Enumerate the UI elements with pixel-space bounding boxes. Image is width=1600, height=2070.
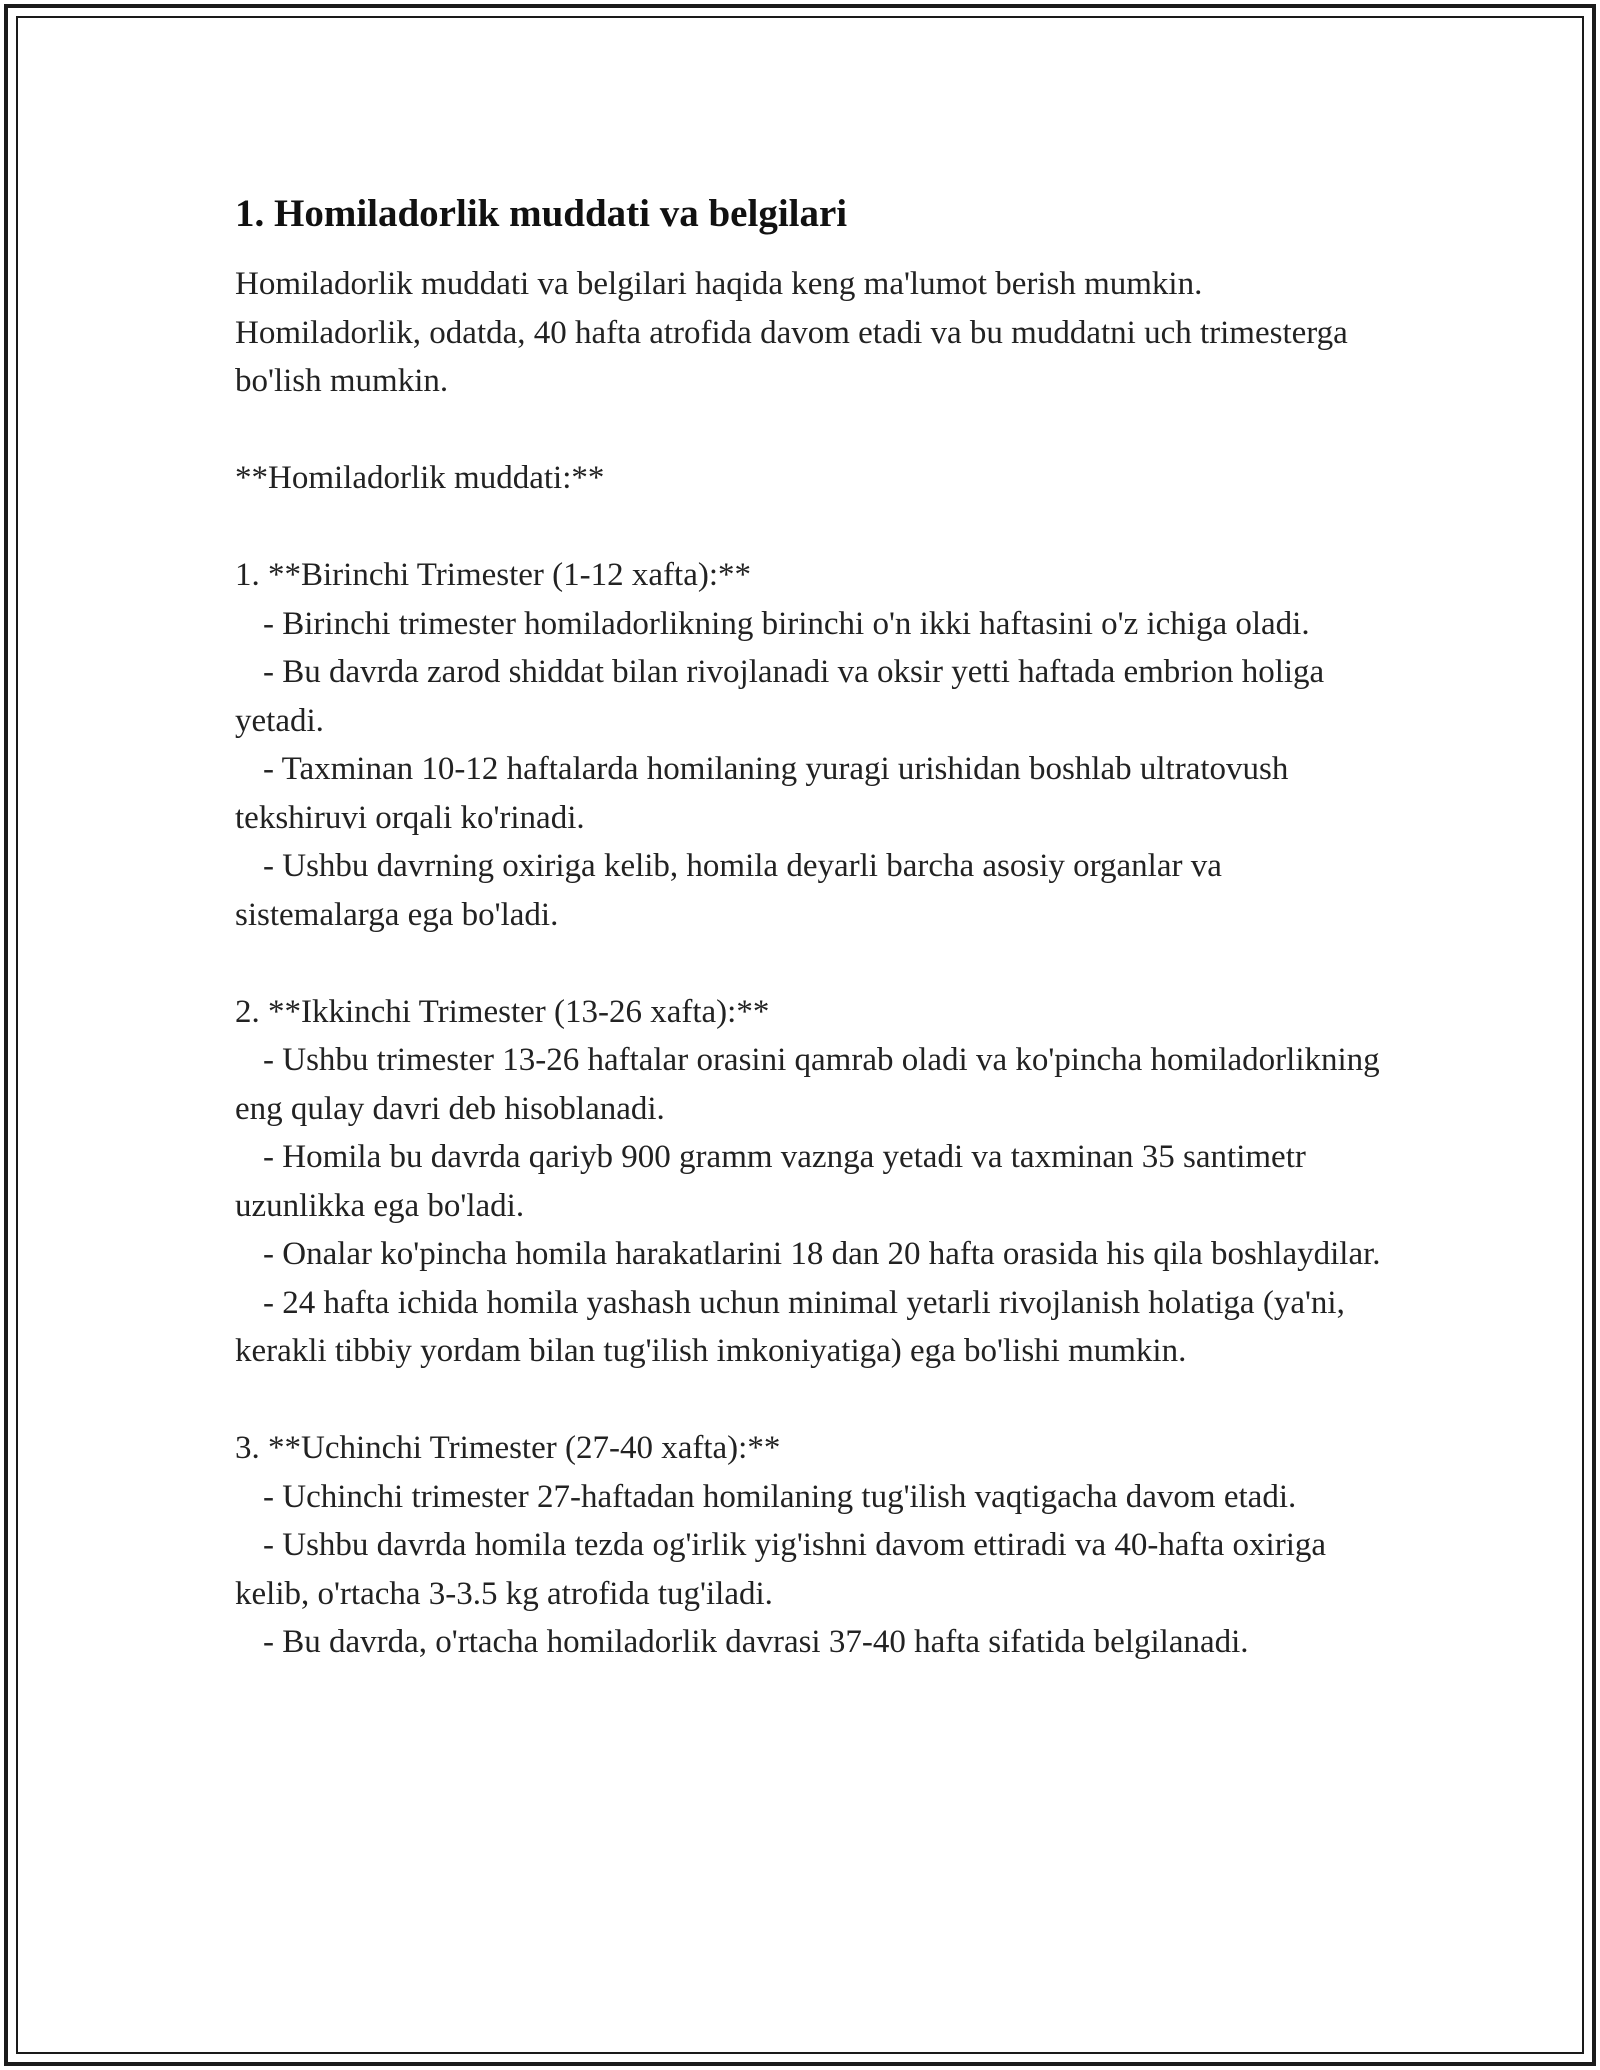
list-item	[235, 1133, 1385, 1230]
list-item	[235, 842, 1385, 939]
list-item-text: - Bu davrda, o'rtacha homiladorlik davrasi 37-40 hafta sifatida belgilanadi.	[263, 1624, 1249, 1660]
list-item-text: - Homila bu davrda qariyb 900 gramm vaznga yetadi va taxminan 35 santimetr uzunlikka ega bo'ladi.	[235, 1139, 1315, 1224]
list-item-text: - Bu davrda zarod shiddat bilan rivojlanadi va oksir yetti haftada embrion holiga yetadi.	[235, 654, 1333, 739]
list-item	[235, 648, 1385, 745]
list-item	[235, 1230, 1385, 1279]
list-item-text: - Taxminan 10-12 haftalarda homilaning yuragi urishidan boshlab ultratovush tekshiruvi orqali ko'rinadi.	[235, 751, 1297, 836]
list-item	[235, 1036, 1388, 1133]
list-item-text: - Ushbu davrda homila tezda og'irlik yig'ishni davom ettiradi va 40-hafta oxiriga kelib, o'rtacha 3-3.5 kg atrofida tug'iladi.	[235, 1527, 1335, 1612]
spacer	[235, 939, 1385, 988]
section-heading: 3. **Uchinchi Trimester (27-40 xafta):**	[235, 1430, 781, 1466]
list-item	[235, 745, 1385, 842]
list-item	[235, 1279, 1385, 1376]
list-item-text: - Ushbu trimester 13-26 haftalar orasini qamrab oladi va ko'pincha homiladorlikning eng qulay davri deb hisoblanadi.	[235, 1042, 1388, 1127]
subheading: **Homiladorlik muddati:**	[235, 460, 605, 496]
section-heading: 1. **Birinchi Trimester (1-12 xafta):**	[235, 557, 752, 593]
list-item	[235, 600, 1385, 649]
section-second-trimester	[235, 988, 1388, 1376]
section-first-trimester	[235, 551, 1385, 939]
list-item-text: - Ushbu davrning oxiriga kelib, homila deyarli barcha asosiy organlar va sistemalarga ega bo'ladi.	[235, 848, 1231, 933]
list-item-text: - Onalar ko'pincha homila harakatlarini 18 dan 20 hafta orasida his qila boshlaydilar.	[263, 1236, 1381, 1272]
list-item	[235, 1521, 1385, 1618]
spacer	[235, 503, 1385, 552]
list-item	[235, 1473, 1385, 1522]
section-heading: 2. **Ikkinchi Trimester (13-26 xafta):**	[235, 993, 770, 1030]
list-item-text: - 24 hafta ichida homila yashash uchun minimal yetarli rivojlanish holatiga (ya'ni, kerakli tibbiy yordam bilan tug'ilish imkoniyatiga) ega bo'lishi mumkin.	[235, 1284, 1354, 1369]
list-item-text: - Birinchi trimester homiladorlikning birinchi o'n ikki haftasini o'z ichiga oladi.	[263, 605, 1310, 642]
section-third-trimester	[235, 1424, 1385, 1667]
intro-paragraph: Homiladorlik muddati va belgilari haqida keng ma'lumot berish mumkin. Homiladorlik, odatda, 40 hafta atrofida davom etadi va bu muddatni uch trimesterga bo'lish mumkin.	[235, 266, 1357, 399]
document-title: 1. Homiladorlik muddati va belgilari	[235, 192, 848, 235]
list-item-text: - Uchinchi trimester 27-haftadan homilaning tug'ilish vaqtigacha davom etadi.	[263, 1478, 1297, 1515]
spacer	[235, 406, 1385, 455]
spacer	[235, 1376, 1385, 1425]
list-item	[235, 1618, 1385, 1667]
document-body	[235, 190, 1388, 1667]
